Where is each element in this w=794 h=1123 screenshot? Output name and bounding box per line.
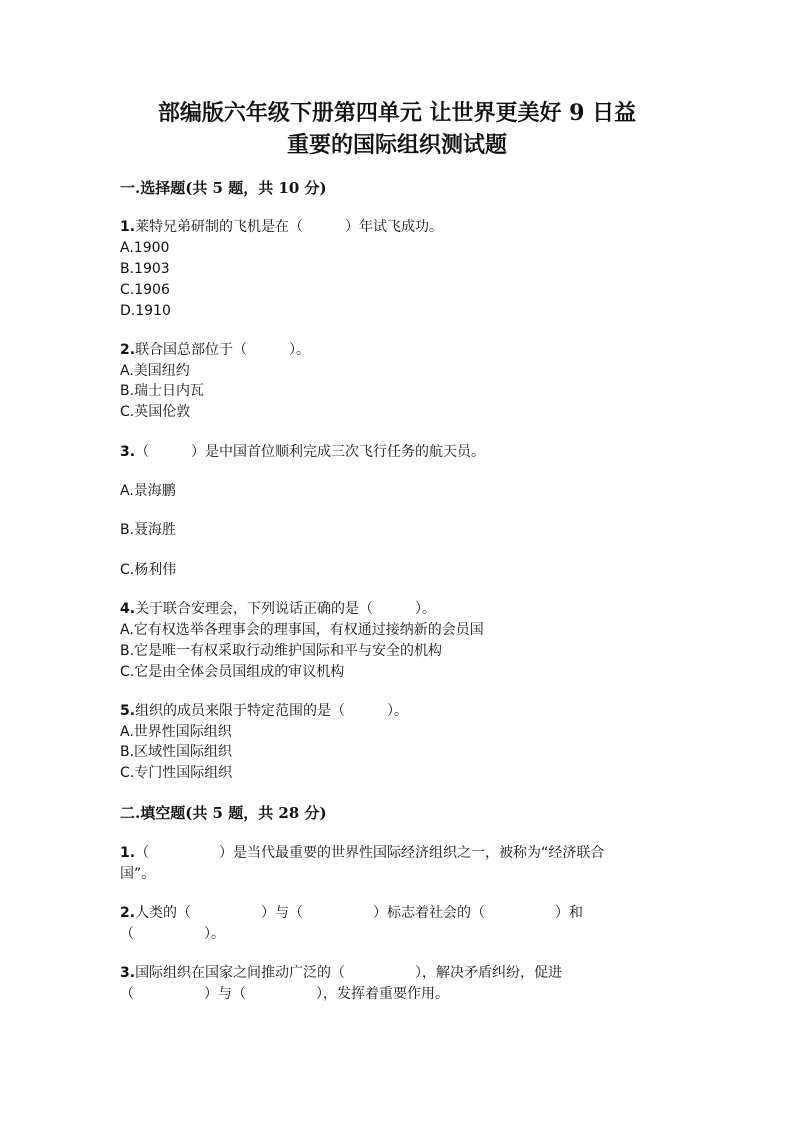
question-number: 3. bbox=[120, 965, 136, 981]
question-number: 2. bbox=[120, 905, 136, 921]
choice-option: B.1903 bbox=[120, 261, 170, 277]
question-stem: 组织的成员来限于特定范围的是（ ）。 bbox=[135, 703, 409, 719]
choice-question-1 bbox=[120, 217, 443, 237]
question-number: 1. bbox=[120, 845, 136, 861]
question-stem: 联合国总部位于（ ）。 bbox=[135, 342, 311, 358]
fill-question-2 bbox=[120, 903, 583, 923]
choice-option: A.世界性国际组织 bbox=[120, 724, 232, 740]
choice-option: A.1900 bbox=[120, 240, 170, 256]
choice-option: C.1906 bbox=[120, 282, 170, 298]
question-number: 1. bbox=[120, 219, 136, 235]
choice-option: D.1910 bbox=[120, 303, 171, 319]
choice-option: A.它有权选举各理事会的理事国，有权通过接纳新的会员国 bbox=[120, 622, 484, 638]
choice-option: A.美国纽约 bbox=[120, 363, 190, 379]
question-text-line-2: （ ）。 bbox=[120, 926, 225, 942]
fill-question-1 bbox=[120, 843, 604, 863]
question-number: 4. bbox=[120, 601, 136, 617]
choice-option: A.景海鹏 bbox=[120, 483, 176, 499]
choice-option: B.它是唯一有权采取行动维护国际和平与安全的机构 bbox=[120, 643, 443, 659]
question-number: 5. bbox=[120, 703, 136, 719]
choice-option: B.聂海胜 bbox=[120, 522, 177, 538]
choice-option: C.专门性国际组织 bbox=[120, 765, 233, 781]
question-text-line-1: 人类的（ ）与（ ）标志着社会的（ ）和 bbox=[135, 905, 584, 921]
section-heading-fill: 二.填空题(共 5 题，共 28 分) bbox=[120, 804, 327, 822]
question-stem: 莱特兄弟研制的飞机是在（ ）年试飞成功。 bbox=[135, 219, 444, 235]
question-number: 3. bbox=[120, 444, 136, 460]
choice-question-3 bbox=[120, 442, 485, 462]
section-heading-choice: 一.选择题(共 5 题，共 10 分) bbox=[120, 179, 327, 197]
fill-question-3 bbox=[120, 963, 562, 983]
choice-question-4 bbox=[120, 599, 436, 619]
question-text-line-1: 国际组织在国家之间推动广泛的（ ），解决矛盾纠纷，促进 bbox=[135, 965, 563, 981]
question-stem: 关于联合安理会，下列说话正确的是（ ）。 bbox=[135, 601, 437, 617]
question-text-line-1: （ ）是当代最重要的世界性国际经济组织之一，被称为“经济联合 bbox=[135, 845, 605, 861]
choice-option: B.区域性国际组织 bbox=[120, 744, 233, 760]
question-stem: （ ）是中国首位顺利完成三次飞行任务的航天员。 bbox=[135, 444, 486, 460]
page-title-line-1: 部编版六年级下册第四单元 让世界更美好 9 日益 bbox=[157, 100, 637, 126]
choice-option: C.英国伦敦 bbox=[120, 404, 191, 420]
choice-option: C.它是由全体会员国组成的审议机构 bbox=[120, 664, 345, 680]
question-text-line-2: 国”。 bbox=[120, 866, 156, 882]
choice-option: B.瑞士日内瓦 bbox=[120, 383, 205, 399]
choice-question-5 bbox=[120, 701, 408, 721]
choice-question-2 bbox=[120, 340, 310, 360]
choice-option: C.杨利伟 bbox=[120, 562, 177, 578]
question-number: 2. bbox=[120, 342, 136, 358]
page-title-line-2: 重要的国际组织测试题 bbox=[286, 132, 507, 158]
question-text-line-2: （ ）与（ ），发挥着重要作用。 bbox=[120, 986, 449, 1002]
